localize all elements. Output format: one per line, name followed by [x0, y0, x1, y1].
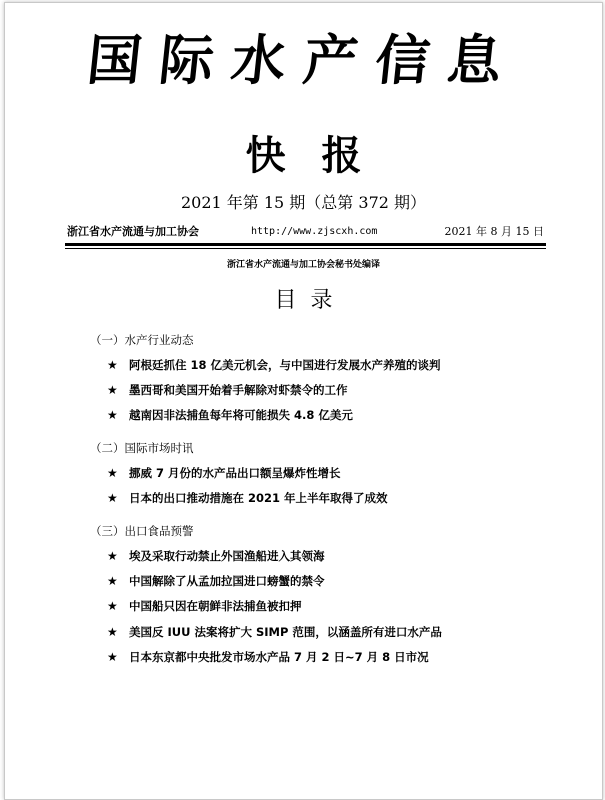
toc-item-text: 挪威 7 月份的水产品出口额呈爆炸性增长: [129, 466, 341, 480]
star-icon: ★: [107, 599, 118, 613]
header-rule-thin: [65, 248, 546, 249]
star-icon: ★: [107, 466, 118, 480]
star-icon: ★: [107, 408, 118, 422]
toc-item[interactable]: [107, 407, 353, 423]
toc-item[interactable]: [107, 465, 341, 481]
toc-item[interactable]: [107, 573, 325, 589]
toc-item-text: 越南因非法捕鱼每年将可能损失 4.8 亿美元: [129, 408, 353, 422]
publication-subtitle: 快报: [245, 133, 398, 179]
publisher-org: 浙江省水产流通与加工协会: [67, 225, 199, 238]
publisher-url[interactable]: http://www.zjscxh.com: [251, 226, 378, 237]
header-rule-thick: [65, 243, 546, 246]
star-icon: ★: [107, 549, 118, 563]
toc-title: 目录: [274, 288, 347, 313]
section-heading: （一）水产行业动态: [90, 333, 194, 347]
toc-item-text: 中国船只因在朝鲜非法捕鱼被扣押: [129, 599, 302, 613]
toc-item-text: 埃及采取行动禁止外国渔船进入其领海: [129, 549, 325, 563]
toc-item[interactable]: [107, 382, 348, 398]
toc-item[interactable]: [107, 624, 442, 640]
section-heading: （三）出口食品预警: [90, 524, 194, 538]
star-icon: ★: [107, 650, 118, 664]
toc-item-text: 美国反 IUU 法案将扩大 SIMP 范围，以涵盖所有进口水产品: [129, 625, 442, 639]
issue-number: 2021 年第 15 期（总第 372 期）: [180, 193, 427, 212]
section-heading: （二）国际市场时讯: [90, 441, 194, 455]
toc-item-text: 墨西哥和美国开始着手解除对虾禁令的工作: [129, 383, 348, 397]
toc-item[interactable]: [107, 649, 429, 665]
meta-row: [67, 225, 544, 241]
star-icon: ★: [107, 491, 118, 505]
star-icon: ★: [107, 383, 118, 397]
toc-item[interactable]: [107, 548, 325, 564]
document-page: [4, 2, 603, 800]
toc-item-text: 阿根廷抓住 18 亿美元机会，与中国进行发展水产养殖的谈判: [129, 358, 441, 372]
publish-date: 2021 年 8 月 15 日: [444, 225, 544, 238]
star-icon: ★: [107, 358, 118, 372]
toc-item[interactable]: [107, 598, 302, 614]
masthead-title: 国际水产信息: [84, 29, 523, 92]
editor-line: 浙江省水产流通与加工协会秘书处编译: [226, 260, 380, 270]
star-icon: ★: [107, 625, 118, 639]
toc-item-text: 中国解除了从孟加拉国进口螃蟹的禁令: [129, 574, 325, 588]
star-icon: ★: [107, 574, 118, 588]
toc-item[interactable]: [107, 490, 388, 506]
toc-item[interactable]: [107, 357, 441, 373]
toc-item-text: 日本东京都中央批发市场水产品 7 月 2 日~7 月 8 日市况: [129, 650, 429, 664]
toc-item-text: 日本的出口推动措施在 2021 年上半年取得了成效: [129, 491, 388, 505]
